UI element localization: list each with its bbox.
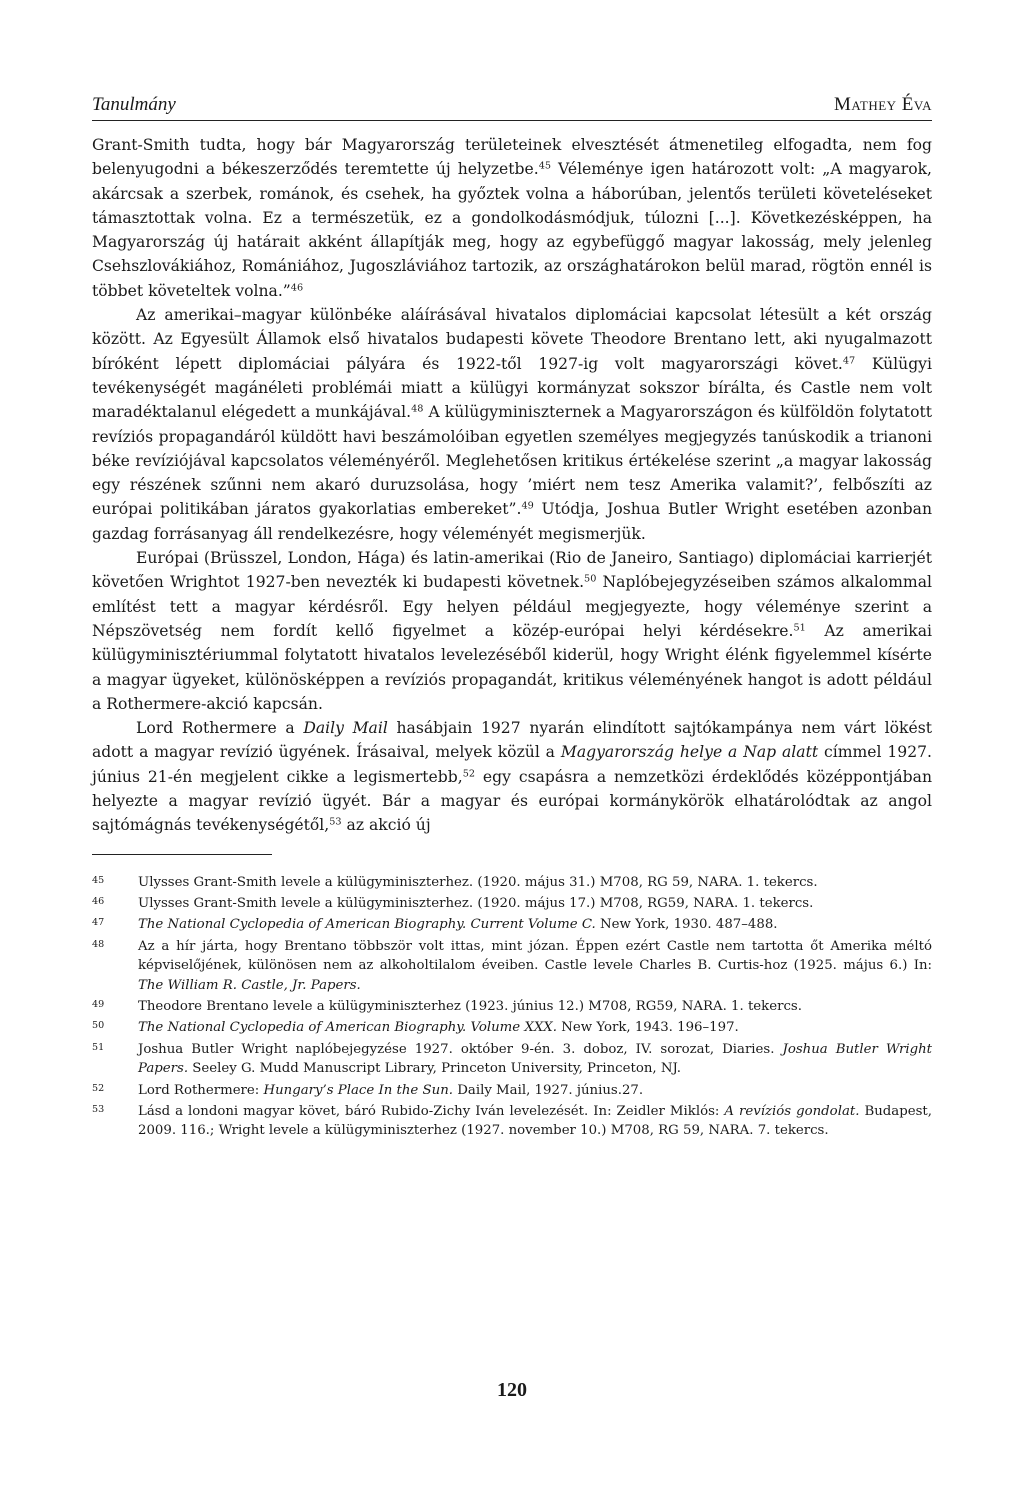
text-run: Ulysses Grant-Smith levele a külügyminiszterhez. (1920. május 31.) M708, RG 59, NARA. 1. tekercs. xyxy=(138,874,818,890)
text-run: Joshua Butler Wright naplóbejegyzése 1927. október 9-én. 3. doboz, IV. sorozat, Diaries. xyxy=(138,1041,783,1057)
footnote-number: 53 xyxy=(92,1104,105,1116)
italic-text: The William R. Castle, Jr. Papers. xyxy=(138,977,361,993)
footnote-number: 48 xyxy=(92,938,105,950)
footnote-number: 49 xyxy=(92,999,105,1011)
text-run: Utódja, Joshua Butler Wright esetében azonban gazdag forrásanyag áll rendelkezésre, hogy véleményét megismerjük. xyxy=(92,500,932,543)
page xyxy=(92,94,932,1143)
italic-text: A revíziós gondolat. xyxy=(724,1104,860,1120)
footnote-item xyxy=(92,915,932,934)
text-run: Daily Mail, 1927. június.27. xyxy=(453,1082,644,1098)
text-run: Európai (Brüsszel, London, Hága) és latin-amerikai (Rio de Janeiro, Santiago) diplomáciai karrierjét követően Wrightot 1927-ben nevezték ki budapesti követnek. xyxy=(92,549,932,592)
footnote-text xyxy=(138,1081,932,1100)
text-run: New York, 1943. 196–197. xyxy=(557,1020,739,1036)
text-run: az akció új xyxy=(341,816,431,835)
text-run: Lord Rothermere: xyxy=(138,1082,264,1098)
footnote-item xyxy=(92,997,932,1016)
footnotes xyxy=(92,873,932,1141)
footnote-reference: 45 xyxy=(538,160,551,172)
footnote-item xyxy=(92,873,932,892)
text-run: Lásd a londoni magyar követ, báró Rubido-Zichy Iván levelezését. In: Zeidler Miklós: xyxy=(138,1104,725,1120)
footnote-divider xyxy=(92,854,272,855)
footnote-text xyxy=(138,1018,932,1037)
footnote-reference: 46 xyxy=(290,282,304,294)
footnote-number: 45 xyxy=(92,874,105,886)
italic-text: Magyarország helye a Nap alatt xyxy=(560,743,819,762)
paragraph xyxy=(92,303,932,546)
text-run: A külügyminiszternek a Magyarországon és külföldön folytatott revíziós propagandáról küldött havi beszámolóiban egyetlen személyes megjegyzés tanúskodik a trianoni béke revíziójával kapcsolatos véleményéről. Meglehetősen kritikus értékelése szerint „a magyar lakosság egy részének szűnni nem akaró duruzsolása, hogy ’miért nem tesz Amerika valamit?’, felbőszíti az európai politikában járatos gyakorlatias embereket”. xyxy=(92,403,932,519)
italic-text: The National Cyclopedia of American Biography. Volume XXX. xyxy=(138,1020,557,1036)
footnote-item xyxy=(92,1081,932,1100)
footnote-reference: 51 xyxy=(793,622,806,634)
footnote-item xyxy=(92,894,932,913)
text-run: Grant-Smith tudta, hogy bár Magyarország területeinek elvesztését átmenetileg elfogadta, nem fog belenyugodni a békeszerződés teremtette új helyzetbe. xyxy=(92,136,932,179)
running-head xyxy=(92,94,932,121)
footnote-item xyxy=(92,1102,932,1141)
footnote-item xyxy=(92,937,932,995)
footnote-reference: 49 xyxy=(521,501,534,513)
text-run: Budapest, 2009. 116.; Wright levele a külügyminiszterhez (1927. november 10.) M708, RG 59, NARA. 7. tekercs. xyxy=(138,1104,933,1139)
text-run: Naplóbejegyzéseiben számos alkalommal említést tett a magyar kérdésről. Egy helyen például megjegyezte, hogy véleménye szerint a Népszövetség nem fordít kellő figyelmet a közép-európai helyi kérdésekre. xyxy=(92,573,932,640)
italic-text: The National Cyclopedia of American Biography. Current Volume C. xyxy=(138,917,596,933)
footnote-reference: 53 xyxy=(329,817,342,828)
text-run: Theodore Brentano levele a külügyminiszterhez (1923. június 12.) M708, RG59, NARA. 1. tekercs. xyxy=(138,999,802,1015)
text-run: egy csapásra a nemzetközi érdeklődés középpontjában helyezte a magyar revízió ügyét. Bár a magyar és európai kormánykörök elhatárolódtak az angol sajtómágnás tevékenységétől, xyxy=(92,767,932,835)
section-title: Tanulmány xyxy=(92,94,176,115)
text-run: Az amerikai–magyar különbéke aláírásával hivatalos diplomáciai kapcsolat létesült a két ország között. Az Egyesült Államok első hivatalos budapesti követe Theodore Brentano lett, aki nyugalmazott bíróként lépett diplomáciai pályára és 1922-től 1927-ig volt magyarországi követ. xyxy=(92,306,932,373)
footnote-text xyxy=(138,873,932,892)
footnote-number: 50 xyxy=(92,1020,105,1032)
footnote-text xyxy=(138,1102,932,1141)
text-run: Lord Rothermere a xyxy=(136,719,304,738)
text-run: New York, 1930. 487–488. xyxy=(595,917,778,933)
footnote-number: 52 xyxy=(92,1082,105,1094)
footnote-reference: 48 xyxy=(411,403,424,415)
footnote-item xyxy=(92,1018,932,1037)
footnote-text xyxy=(138,937,932,995)
paragraph xyxy=(92,133,932,303)
footnote-reference: 52 xyxy=(462,768,475,780)
footnote-reference: 47 xyxy=(842,355,856,367)
author-name: Mathey Éva xyxy=(834,94,932,115)
text-run: Az a hír járta, hogy Brentano többször volt ittas, mint józan. Éppen ezért Castle nem tartotta őt Amerika méltó képviselőjének, különösen nem az alkoholtilalom éveiben. Castle levele Charles B. Curtis-hoz (1925. május 6.) In: xyxy=(138,938,932,974)
italic-text: Hungary’s Place In the Sun. xyxy=(263,1082,453,1098)
page-number: 120 xyxy=(497,1379,527,1401)
text-run: címmel 1927. június 21-én megjelent cikke a legismertebb, xyxy=(92,743,932,786)
paragraph xyxy=(92,546,932,716)
italic-text: Daily Mail xyxy=(303,719,388,738)
text-run: Külügyi tevékenységét magánéleti problémái miatt a külügyi kormányzat sokszor bírálta, és Castle nem volt maradéktalanul elégedett a munkájával. xyxy=(92,354,932,422)
italic-text: Joshua Butler Wright Papers. xyxy=(138,1041,932,1077)
text-run: Az amerikai külügyminisztériummal folytatott hivatalos levelezéséből kiderül, hogy Wright élénk figyelemmel kísérte a magyar ügyeket, különösképpen a revíziós propagandát, kritikus véleményének hangot is adott például a Rothermere-akció kapcsán. xyxy=(92,621,932,713)
footnote-number: 46 xyxy=(92,896,105,908)
body-text xyxy=(92,133,932,838)
text-run: hasábjain 1927 nyarán elindított sajtókampánya nem várt lökést adott a magyar revízió ügyének. Írásaival, melyek közül a xyxy=(92,719,932,762)
footnote-reference: 50 xyxy=(584,574,597,586)
text-run: Véleménye igen határozott volt: „A magyarok, akárcsak a szerbek, románok, és csehek, ha győztek volna a háborúban, jelentős területi követeléseket támasztottak volna. Ez a természetük, ez a gondolkodásmódjuk, túlozni [...]. Következésképpen, ha Magyarország új határait akként állapítják meg, hogy az egybefüggő magyar lakosság, mely jelenleg Csehszlovákiához, Romániához, Jugoszláviához tartozik, az országhatárokon belül marad, rögtön ennél is többet követeltek volna.” xyxy=(92,160,933,300)
footnote-number: 47 xyxy=(92,917,105,929)
footnote-text xyxy=(138,1040,932,1079)
footnote-item xyxy=(92,1040,932,1079)
text-run: Seeley G. Mudd Manuscript Library, Princeton University, Princeton, NJ. xyxy=(188,1061,682,1077)
footnote-text xyxy=(138,997,932,1016)
paragraph xyxy=(92,716,932,837)
footnote-text xyxy=(138,915,932,934)
footnote-number: 51 xyxy=(92,1041,105,1053)
footnote-text xyxy=(138,894,932,913)
text-run: Ulysses Grant-Smith levele a külügyminiszterhez. (1920. május 17.) M708, RG59, NARA. 1. tekercs. xyxy=(138,896,814,912)
